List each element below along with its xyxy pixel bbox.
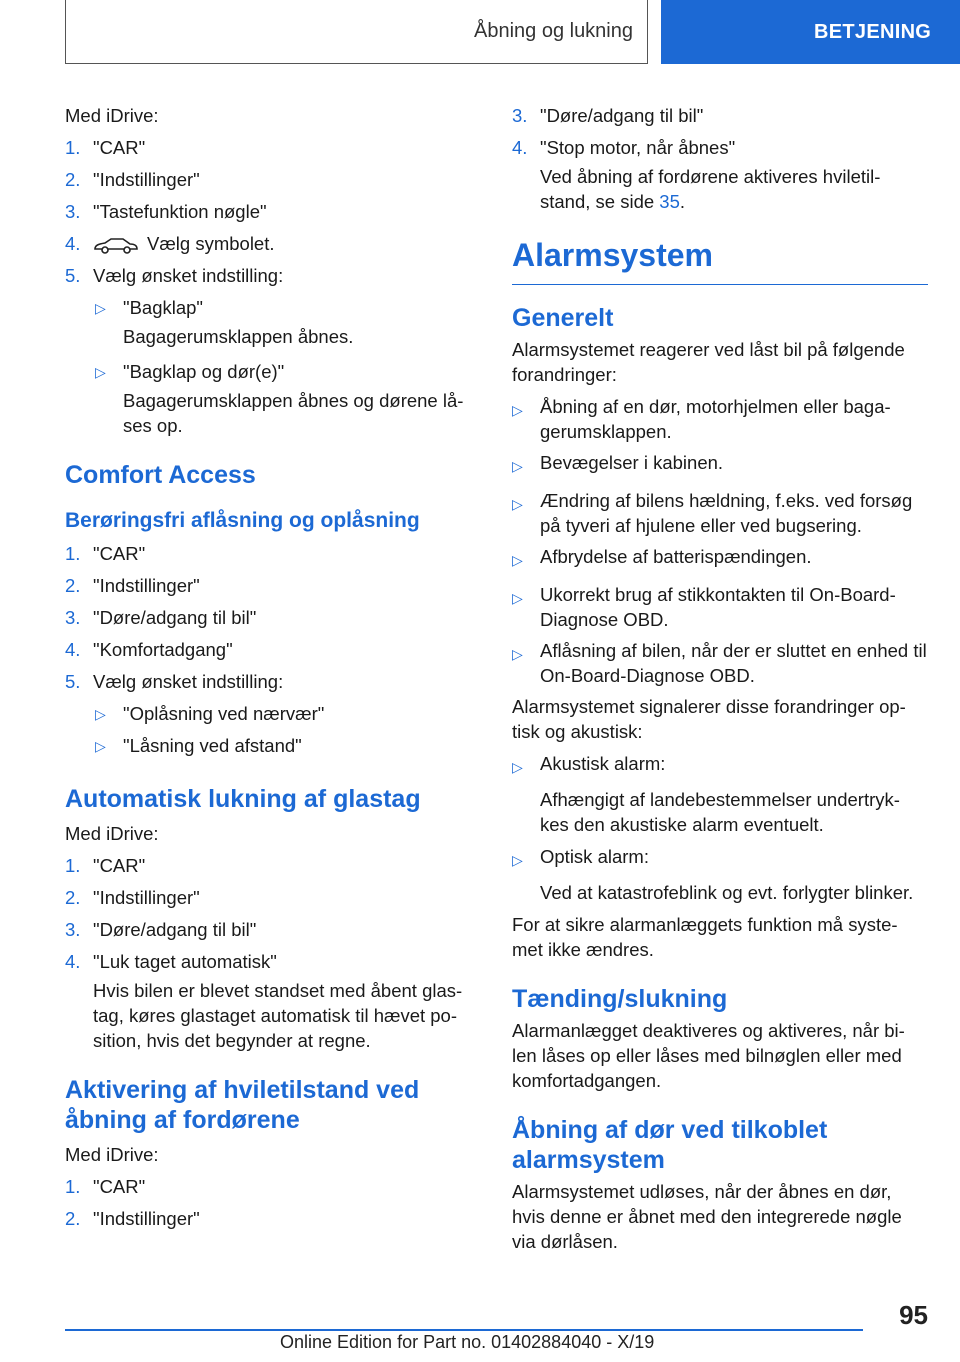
triangle-bullet-icon: ▷ — [512, 458, 523, 474]
intro-text: Med iDrive: — [65, 823, 159, 844]
bullet-desc: Ved at katastrofeblink og evt. forlygter blinker. — [540, 882, 914, 903]
list-item: 4. "Stop motor, når åbnes" — [512, 137, 736, 158]
bullet-item: ▷ Ukorrekt brug af stikkontakten til On-Board-Diagnose OBD. — [512, 584, 896, 630]
list-item: 3. "Tastefunktion nøgle" — [65, 201, 267, 222]
triangle-bullet-icon: ▷ — [512, 402, 523, 418]
list-item: 1. "CAR" — [65, 543, 146, 564]
bullet-item: ▷ Optisk alarm: — [512, 844, 928, 876]
triangle-bullet-icon: ▷ — [512, 852, 523, 868]
list-item: 2. "Indstillinger" — [65, 1208, 200, 1229]
footer-divider — [65, 1329, 863, 1331]
list-item: 4. "Komfortadgang" — [65, 639, 233, 660]
bullet-item: ▷ "Bagklap og dør(e)" — [65, 356, 480, 388]
paragraph: Alarmsystemet udløses, når der åbnes en dør, hvis denne er åbnet med den integrerede nøgle via dørlåsen. — [512, 1181, 902, 1252]
bullet-item: ▷ Akustisk alarm: — [512, 751, 928, 783]
triangle-bullet-icon: ▷ — [512, 496, 523, 512]
car-icon — [93, 236, 139, 254]
bullet-item: ▷ Bevægelser i kabinen. — [512, 450, 928, 482]
right-column — [512, 100, 928, 1254]
bullet-item: ▷ Åbning af en dør, motorhjelmen eller baga-gerumsklappen. — [512, 396, 891, 442]
bullet-desc: Afhængigt af landebestemmelser undertryk-kes den akustiske alarm eventuelt. — [540, 789, 900, 835]
page-number: 95 — [899, 1300, 928, 1330]
bullet-item: ▷ Afbrydelse af batterispændingen. — [512, 544, 928, 576]
paragraph: Alarmanlægget deaktiveres og aktiveres, når bi-len låses op eller låses med bilnøglen eller med komfortadgangen. — [512, 1020, 905, 1091]
bullet-item: ▷ "Låsning ved afstand" — [65, 730, 480, 762]
triangle-bullet-icon: ▷ — [512, 759, 523, 775]
list-item: 2. "Indstillinger" — [65, 887, 200, 908]
numbered-list-2 — [65, 538, 480, 698]
footer-edition: Online Edition for Part no. 01402884040 - X/19 — [280, 1332, 655, 1352]
bullet-item: ▷ "Bagklap" — [65, 292, 480, 324]
bullet-desc: Bagagerumsklappen åbnes. — [123, 326, 354, 347]
list-item-desc: Hvis bilen er blevet standset med åbent glas-tag, køres glastaget automatisk til hævet po-sition, hvis det begynder at regne. — [93, 980, 463, 1051]
heading-touchless-locking: Berøringsfri aflåsning og oplåsning — [65, 509, 420, 532]
bullet-item: ▷ Aflåsning af bilen, når der er sluttet en enhed til On-Board-Diagnose OBD. — [512, 640, 927, 686]
paragraph: Alarmsystemet signalerer disse forandringer op-tisk og akustisk: — [512, 696, 906, 742]
list-item: 5. Vælg ønsket indstilling: — [65, 671, 284, 692]
list-item: 1. "CAR" — [65, 137, 146, 158]
triangle-bullet-icon: ▷ — [95, 706, 106, 722]
triangle-bullet-icon: ▷ — [95, 738, 106, 754]
triangle-bullet-icon: ▷ — [512, 590, 523, 606]
numbered-list-4 — [65, 1171, 480, 1235]
numbered-list-4-continued — [512, 100, 928, 164]
list-item-desc: Ved åbning af fordørene aktiveres hviletil-stand, se side 35. — [540, 166, 881, 212]
triangle-bullet-icon: ▷ — [512, 552, 523, 568]
left-column — [65, 100, 480, 1235]
numbered-list-1 — [65, 132, 480, 292]
heading-general: Generelt — [512, 304, 614, 332]
bullet-item: ▷ "Oplåsning ved nærvær" — [65, 698, 480, 730]
list-item: 4. Vælg symbolet. — [65, 233, 275, 254]
intro-text: Med iDrive: — [65, 1144, 159, 1165]
heading-door-opening-alarm: Åbning af dør ved tilkoblet alarmsystem — [512, 1116, 828, 1174]
triangle-bullet-icon: ▷ — [512, 646, 523, 662]
paragraph: For at sikre alarmanlæggets funktion må syste-met ikke ændres. — [512, 914, 898, 960]
list-item: 2. "Indstillinger" — [65, 575, 200, 596]
list-item: 5. Vælg ønsket indstilling: — [65, 265, 284, 286]
heading-comfort-access: Comfort Access — [65, 461, 256, 489]
heading-ignition: Tænding/slukning — [512, 985, 728, 1013]
running-header-chapter: BETJENING — [661, 0, 960, 64]
list-item: 1. "CAR" — [65, 855, 146, 876]
paragraph: Alarmsystemet reagerer ved låst bil på følgende forandringer: — [512, 339, 905, 385]
bullet-desc: Bagagerumsklappen åbnes og dørene lå-ses op. — [123, 390, 464, 436]
intro-text: Med iDrive: — [65, 105, 159, 126]
list-item: 3. "Døre/adgang til bil" — [65, 919, 257, 940]
list-item: 2. "Indstillinger" — [65, 169, 200, 190]
heading-auto-close-roof: Automatisk lukning af glastag — [65, 785, 421, 813]
heading-rest-mode: Aktivering af hviletilstand ved åbning af fordørene — [65, 1076, 420, 1134]
running-header-section: Åbning og lukning — [65, 0, 648, 64]
list-item: 3. "Døre/adgang til bil" — [512, 105, 704, 126]
heading-alarm-system: Alarmsystem — [512, 236, 928, 285]
list-item: 4. "Luk taget automatisk" — [65, 951, 277, 972]
list-item: 1. "CAR" — [65, 1176, 146, 1197]
bullet-item: ▷ Ændring af bilens hældning, f.eks. ved forsøg på tyveri af hjulene eller ved bugsering. — [512, 490, 913, 536]
numbered-list-3 — [65, 850, 480, 978]
triangle-bullet-icon: ▷ — [95, 300, 106, 316]
page-reference-link[interactable]: 35 — [659, 191, 680, 212]
triangle-bullet-icon: ▷ — [95, 364, 106, 380]
list-item: 3. "Døre/adgang til bil" — [65, 607, 257, 628]
